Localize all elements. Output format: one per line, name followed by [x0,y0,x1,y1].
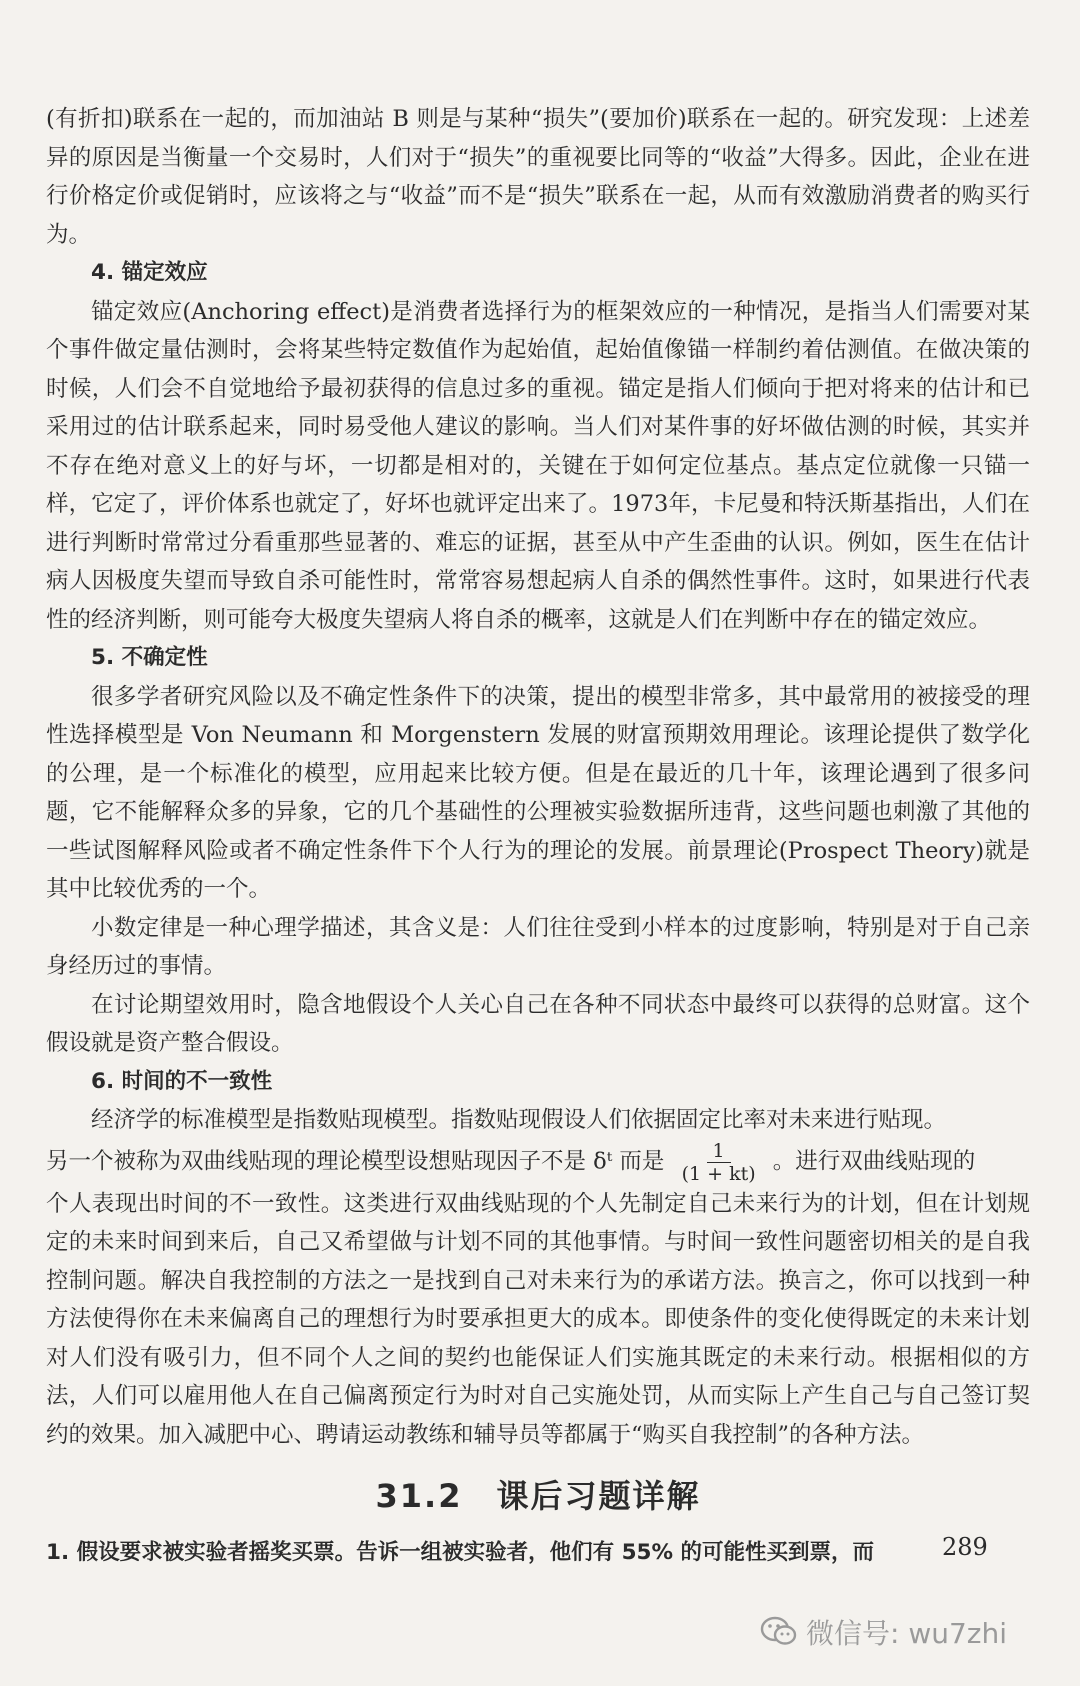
paragraph-asset-integration: 在讨论期望效用时，隐含地假设个人关心自己在各种不同状态中最终可以获得的总财富。这个假设就是资产整合假设。 [46,991,1030,1056]
paragraph-loss-framing: (有折扣)联系在一起的，而加油站 B 则是与某种“损失”(要加价)联系在一起的。研究发现：上述差异的原因是当衡量一个交易时，人们对于“损失”的重视要比同等的“收益”大得多。因此，企业在进行价格定价或促销时，应该将之与“收益”而不是“损失”联系在一起，从而有效激励消费者的购买行为。 [46,106,1030,248]
heading-time-inconsistency: 6. 时间的不一致性 [91,1068,273,1094]
formula-lead-text: 另一个被称为双曲线贴现的理论模型设想贴现因子不是 δᵗ 而是 [46,1148,665,1174]
paragraph-self-control: 个人表现出时间的不一致性。这类进行双曲线贴现的个人先制定自己未来行为的计划，但在计划规定的未来时间到来后，自己又希望做与计划不同的其他事情。与时间一致性问题密切相关的是自我控制问题。解决自我控制的方法之一是找到自己对未来行为的承诺方法。换言之，你可以找到一种方法使得你在未来偏离自己的理想行为时要承担更大的成本。即使条件的变化使得既定的未来计划对人们没有吸引力，但不同个人之间的契约也能保证人们实施其既定的未来行动。根据相似的方法，人们可以雇用他人在自己偏离预定行为时对自己实施处罚，从而实际上产生自己与自己签订契约的效果。加入减肥中心、聘请运动教练和辅导员等都属于“购买自我控制”的各种方法。 [46,1190,1030,1448]
paragraph-anchoring-effect: 锚定效应(Anchoring effect)是消费者选择行为的框架效应的一种情况，是指当人们需要对某个事件做定量估测时，会将某些特定数值作为起始值，起始值像锚一样制约着估测值。在做决策的时候，人们会不自觉地给予最初获得的信息过多的重视。锚定是指人们倾向于把对将来的估计和已采用过的估计联系起来，同时易受他人建议的影响。当人们对某件事的好坏做估测的时候，其实并不存在绝对意义上的好与坏，一切都是相对的，关键在于如何定位基点。基点定位就像一只锚一样，它定了，评价体系也就定了，好坏也就评定出来了。1973年，卡尼曼和特沃斯基指出，人们在进行判断时常常过分看重那些显著的、难忘的证据，甚至从中产生歪曲的认识。例如，医生在估计病人因极度失望而导致自杀可能性时，常常容易想起病人自杀的偶然性事件。这时，如果进行代表性的经济判断，则可能夸大极度失望病人将自杀的概率，这就是人们在判断中存在的锚定效应。 [46,298,1030,633]
exercise-question-1: 1. 假设要求被实验者摇奖买票。告诉一组被实验者，他们有 55% 的可能性买到票，而 [46,1540,875,1565]
paragraph-hyperbolic-formula [46,1140,1030,1185]
fraction-numerator: 1 [707,1140,731,1163]
formula-tail-text: 。进行双曲线贴现的 [772,1148,976,1174]
wechat-watermark [760,1612,1007,1652]
discount-fraction [676,1140,762,1185]
paragraph-small-numbers: 小数定律是一种心理学描述，其含义是：人们往往受到小样本的过度影响，特别是对于自己亲身经历过的事情。 [46,914,1030,979]
wechat-icon [760,1616,798,1648]
heading-anchoring-effect: 4. 锚定效应 [91,260,208,285]
section-title: 31.2 课后习题详解 [375,1477,701,1515]
paragraph-exponential-discount: 经济学的标准模型是指数贴现模型。指数贴现假设人们依据固定比率对未来进行贴现。 [91,1107,947,1133]
watermark-text: 微信号: wu7zhi [806,1617,1008,1650]
fraction-denominator: (1 + kt) [681,1162,756,1185]
heading-uncertainty: 5. 不确定性 [91,645,208,670]
page-body [46,100,1030,1573]
page-number: 289 [942,1533,988,1561]
paragraph-uncertainty: 很多学者研究风险以及不确定性条件下的决策，提出的模型非常多，其中最常用的被接受的理性选择模型是 Von Neumann 和 Morgenstern 发展的财富预期效用理论。该理论提供了数学化的公理，是一个标准化的模型，应用起来比较方便。但是在最近的几十年，该理论遇到了很多问题，它不能解释众多的异象，它的几个基础性的公理被实验数据所违背，这些问题也刺激了其他的一些试图解释风险或者不确定性条件下个人行为的理论的发展。前景理论(Prospect Theory)就是其中比较优秀的一个。 [46,683,1030,902]
